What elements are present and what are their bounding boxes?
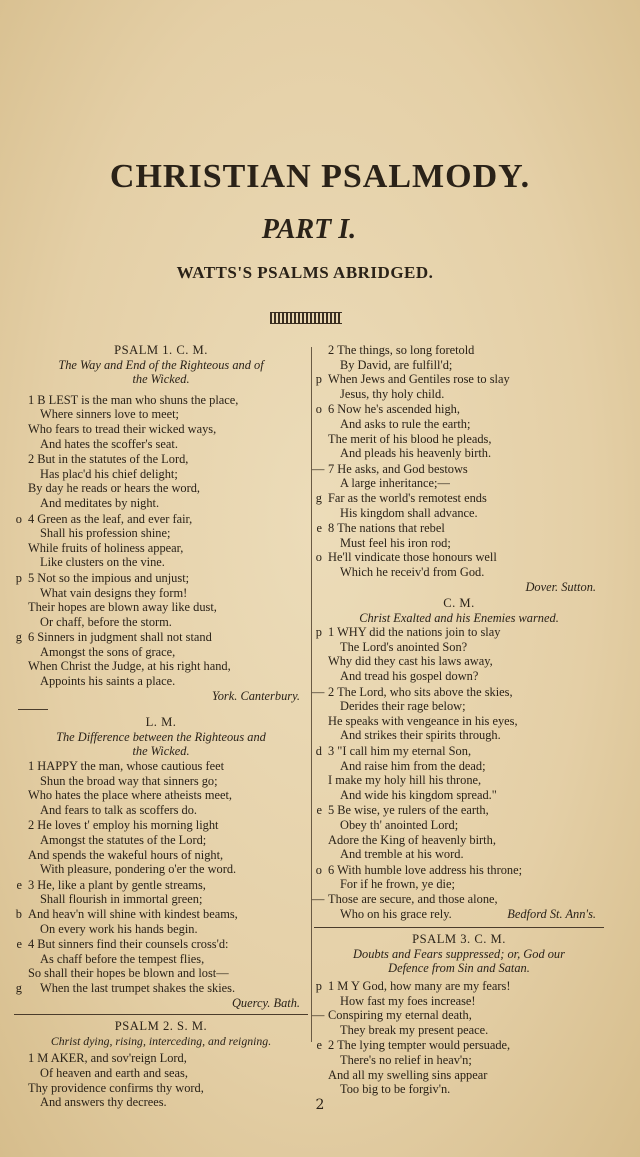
performance-mark: o (315, 550, 322, 565)
verse-text: Where sinners love to meet; (40, 407, 180, 422)
verse-text: 4 Green as the leaf, and ever fair, (28, 511, 193, 526)
verse-text: And strikes their spirits through. (340, 728, 501, 743)
performance-mark: g (15, 630, 22, 645)
verse-line (14, 571, 308, 586)
verse-line (314, 654, 604, 669)
verse-text: Who on his grace rely. (340, 906, 452, 921)
verse-line (14, 555, 308, 570)
verse-line (314, 491, 604, 506)
performance-mark: e (316, 521, 322, 536)
verse-line (314, 462, 604, 477)
psalm-argument: Defence from Sin and Satan. (388, 961, 530, 976)
verse-line (14, 892, 308, 907)
verse-line (314, 847, 604, 862)
verse-text: 2 The lying tempter would persuade, (328, 1038, 511, 1053)
verse-line (14, 407, 308, 422)
verse-line (314, 565, 604, 580)
psalm-heading: PSALM 3. C. M. (314, 927, 604, 947)
verse-line (14, 1081, 308, 1096)
psalm-verses (314, 625, 604, 921)
verse-line (14, 422, 308, 437)
verse-text: By David, are fulfill'd; (340, 357, 453, 372)
psalm-argument: the Wicked. (132, 372, 190, 387)
psalm-argument: Christ dying, rising, interceding, and reigning. (50, 1033, 272, 1048)
performance-mark: g (315, 490, 322, 505)
psalm-verses (314, 979, 604, 1097)
verse-line (314, 640, 604, 655)
verse-text: Those are secure, and those alone, (328, 891, 498, 906)
verse-line (314, 476, 604, 491)
verse-line (314, 773, 604, 788)
verse-text: While fruits of holiness appear, (28, 540, 184, 555)
verse-text: Who hates the place where atheists meet, (28, 788, 233, 803)
verse-text: Who fears to tread their wicked ways, (28, 421, 217, 436)
verse-line (14, 452, 308, 467)
section-subtitle: WATTS'S PSALMS ABRIDGED. (176, 263, 434, 282)
verse-text: Conspiring my eternal death, (328, 1008, 472, 1023)
verse-line (314, 685, 604, 700)
verse-line (14, 586, 308, 601)
verse-line (14, 541, 308, 556)
verse-text: How fast my foes increase! (340, 993, 476, 1008)
verse-line (314, 446, 604, 461)
verse-line (14, 674, 308, 689)
verse-text: Like clusters on the vine. (40, 555, 165, 570)
verse-line (314, 1038, 604, 1053)
tune-names: Dover. Sutton. (525, 579, 596, 594)
performance-mark: o (15, 511, 22, 526)
psalm-heading: L. M. (145, 715, 177, 730)
verse-line (14, 437, 308, 452)
performance-mark: e (316, 1038, 322, 1053)
verse-line (314, 788, 604, 803)
verse-line (314, 979, 604, 994)
verse-text: And all my swelling sins appear (328, 1067, 488, 1082)
verse-text: Thy providence confirms thy word, (28, 1080, 204, 1095)
psalm-verses (314, 343, 604, 580)
verse-text: 1 M AKER, and sov'reign Lord, (28, 1051, 187, 1066)
verse-text: Shall flourish in immortal green; (40, 892, 203, 907)
verse-line (14, 922, 308, 937)
verse-line (14, 833, 308, 848)
verse-line (314, 521, 604, 536)
verse-line (14, 937, 308, 952)
verse-text: Amongst the statutes of the Lord; (40, 833, 207, 847)
verse-line (314, 728, 604, 743)
verse-text: 2 But in the statutes of the Lord, (28, 452, 189, 467)
verse-line (14, 818, 308, 833)
verse-line (314, 417, 604, 432)
performance-mark: — (312, 1008, 325, 1023)
verse-line (14, 512, 308, 527)
verse-text: His kingdom shall advance. (340, 505, 478, 520)
verse-line (14, 759, 308, 774)
page-title: CHRISTIAN PSALMODY. (109, 158, 531, 195)
verse-text: Appoints his saints a place. (40, 674, 176, 689)
psalm-argument: Christ Exalted and his Enemies warned. (359, 610, 559, 625)
verse-line (14, 803, 308, 818)
verse-text: And meditates by night. (40, 495, 160, 510)
performance-mark: p (315, 978, 322, 993)
verse-text: Shun the broad way that sinners go; (40, 773, 218, 788)
performance-mark: e (16, 877, 22, 892)
verse-text: 3 "I call him my eternal Son, (328, 744, 472, 759)
verse-text: Too big to be forgiv'n. (340, 1082, 451, 1097)
performance-mark: — (312, 684, 325, 699)
verse-text: 2 The things, so long foretold (328, 343, 475, 357)
verse-line (14, 862, 308, 877)
verse-text: A large inheritance;— (340, 476, 450, 491)
verse-line (14, 907, 308, 922)
performance-mark: — (312, 461, 325, 476)
verse-text: Has plac'd his chief delight; (40, 466, 178, 481)
verse-text: Adore the King of heavenly birth, (328, 832, 496, 847)
verse-text: 1 HAPPY the man, whose cautious feet (28, 759, 225, 774)
verse-text: 3 He, like a plant by gentle streams, (28, 877, 206, 892)
verse-line (314, 892, 604, 907)
verse-text: Why did they cast his laws away, (328, 654, 493, 669)
verse-text: Must feel his iron rod; (340, 535, 451, 550)
verse-text: Shall his profession shine; (40, 526, 171, 541)
verse-line (14, 848, 308, 863)
tune-names: Quercy. Bath. (231, 995, 300, 1010)
verse-line (14, 1051, 308, 1066)
verse-line (14, 526, 308, 541)
verse-text: 5 Not so the impious and unjust; (28, 570, 190, 585)
tune-names: Bedford St. Ann's. (507, 906, 596, 921)
section-rule (18, 709, 48, 710)
verse-text: And tread his gospel down? (340, 669, 479, 684)
verse-text: 2 The Lord, who sits above the skies, (328, 684, 513, 699)
psalm-verses (14, 393, 308, 689)
verse-line (314, 1053, 604, 1068)
performance-mark: e (316, 803, 322, 818)
verse-text: He'll vindicate those honours well (328, 550, 497, 565)
verse-text: When Christ the Judge, at his right hand, (28, 659, 231, 674)
performance-mark: o (315, 402, 322, 417)
verse-text: 6 Sinners in judgment shall not stand (28, 630, 212, 645)
psalm-heading: PSALM 2. S. M. (14, 1014, 308, 1034)
verse-line (14, 496, 308, 511)
verse-text: 2 He loves t' employ his morning light (28, 818, 219, 833)
verse-line (314, 759, 604, 774)
verse-text: And tremble at his word. (340, 847, 464, 862)
verse-text: For if he frown, ye die; (340, 877, 455, 892)
verse-text: Jesus, thy holy child. (340, 386, 445, 401)
verse-line (14, 878, 308, 893)
psalm-argument: the Wicked. (132, 744, 190, 759)
verse-line (314, 1023, 604, 1038)
page-signature: 2 (315, 1097, 325, 1113)
verse-line (314, 818, 604, 833)
verse-line (314, 714, 604, 729)
verse-line (314, 803, 604, 818)
verse-text: 8 The nations that rebel (328, 521, 445, 536)
verse-text: And fears to talk as scoffers do. (40, 802, 198, 817)
verse-line (14, 966, 308, 981)
verse-line (314, 669, 604, 684)
verse-line (314, 1068, 604, 1083)
verse-text: By day he reads or hears the word, (28, 481, 201, 496)
performance-mark: e (16, 937, 22, 952)
verse-text: 6 With humble love address his throne; (328, 862, 523, 877)
verse-text: Obey th' anointed Lord; (340, 818, 459, 832)
psalm-heading: C. M. (443, 596, 475, 611)
verse-text: They break my present peace. (340, 1022, 489, 1037)
verse-text: Of heaven and earth and seas, (40, 1065, 188, 1080)
verse-text: On every work his hands begin. (40, 921, 198, 936)
verse-line (14, 659, 308, 674)
verse-line (314, 372, 604, 387)
performance-mark: — (312, 891, 325, 906)
verse-line (14, 467, 308, 482)
verse-text: Amongst the sons of grace, (40, 644, 176, 659)
verse-line (314, 402, 604, 417)
psalm-argument: The Difference between the Righteous and (56, 729, 266, 744)
verse-line (314, 744, 604, 759)
verse-text: So shall their hopes be blown and lost— (28, 966, 229, 981)
verse-text: When the last trumpet shakes the skies. (40, 980, 236, 995)
verse-line (14, 481, 308, 496)
verse-text: With pleasure, pondering o'er the word. (40, 862, 237, 877)
verse-text: And heav'n will shine with kindest beams, (28, 906, 238, 921)
verse-text: Or chaff, before the storm. (40, 614, 172, 629)
verse-line (14, 600, 308, 615)
left-column (14, 343, 308, 1110)
verse-text: When Jews and Gentiles rose to slay (328, 372, 510, 387)
part-heading: PART I. (261, 214, 357, 245)
verse-text: Derides their rage below; (340, 699, 466, 714)
verse-text: Their hopes are blown away like dust, (28, 600, 217, 615)
verse-text: And wide his kingdom spread." (340, 787, 497, 802)
ornament-divider (270, 312, 342, 324)
psalm-verses (14, 759, 308, 996)
verse-line (14, 952, 308, 967)
verse-line (14, 393, 308, 408)
tune-names: York. Canterbury. (211, 688, 300, 703)
psalm-heading: PSALM 1. C. M. (114, 343, 208, 357)
verse-text: 1 B LEST is the man who shuns the place, (28, 392, 239, 407)
verse-line (314, 387, 604, 402)
right-column (314, 343, 604, 1097)
verse-text: 1 M Y God, how many are my fears! (328, 978, 511, 993)
verse-text: Far as the world's remotest ends (328, 490, 487, 505)
verse-line (14, 645, 308, 660)
verse-text: And asks to rule the earth; (340, 416, 471, 431)
verse-text: 5 Be wise, ye rulers of the earth, (328, 803, 489, 818)
verse-text: Which he receiv'd from God. (340, 564, 485, 579)
verse-line (314, 550, 604, 565)
performance-mark: p (315, 372, 322, 387)
verse-line (314, 863, 604, 878)
verse-line (14, 630, 308, 645)
verse-text: He speaks with vengeance in his eyes, (328, 713, 518, 728)
verse-line (14, 981, 308, 996)
verse-line (14, 1066, 308, 1081)
verse-text: What vain designs they form! (40, 585, 188, 600)
verse-line (314, 1082, 604, 1097)
verse-text: And answers thy decrees. (40, 1095, 167, 1110)
verse-line (314, 994, 604, 1009)
verse-text: 4 But sinners find their counsels cross'd: (28, 937, 229, 952)
verse-line (314, 1008, 604, 1023)
verse-line (314, 625, 604, 640)
verse-line (314, 506, 604, 521)
verse-line (314, 343, 604, 358)
verse-line (314, 877, 604, 892)
verse-text: 7 He asks, and God bestows (328, 461, 468, 476)
performance-mark: o (315, 862, 322, 877)
verse-line (14, 788, 308, 803)
performance-mark: p (315, 625, 322, 640)
verse-text: And raise him from the dead; (340, 758, 486, 773)
verse-line (314, 907, 604, 922)
performance-mark: d (315, 744, 322, 759)
verse-line (314, 833, 604, 848)
verse-text: As chaff before the tempest flies, (40, 951, 205, 966)
verse-text: And hates the scoffer's seat. (40, 436, 178, 451)
psalm-argument: Doubts and Fears suppressed; or, God our (353, 946, 565, 961)
performance-mark: b (15, 906, 22, 921)
verse-text: The Lord's anointed Son? (340, 639, 468, 654)
verse-line (14, 774, 308, 789)
performance-mark: p (15, 570, 22, 585)
verse-text: And pleads his heavenly birth. (340, 446, 492, 461)
verse-line (14, 615, 308, 630)
verse-text: There's no relief in heav'n; (340, 1052, 472, 1067)
verse-line (314, 432, 604, 447)
verse-text: I make my holy hill his throne, (328, 773, 482, 788)
verse-line (314, 536, 604, 551)
verse-text: 1 WHY did the nations join to slay (328, 625, 501, 640)
verse-line (314, 358, 604, 373)
verse-text: The merit of his blood he pleads, (328, 431, 492, 446)
verse-line (314, 699, 604, 714)
performance-mark: g (15, 980, 22, 995)
verse-text: And spends the wakeful hours of night, (28, 847, 224, 862)
verse-text: 6 Now he's ascended high, (328, 402, 460, 417)
psalm-argument: The Way and End of the Righteous and of (58, 357, 264, 372)
